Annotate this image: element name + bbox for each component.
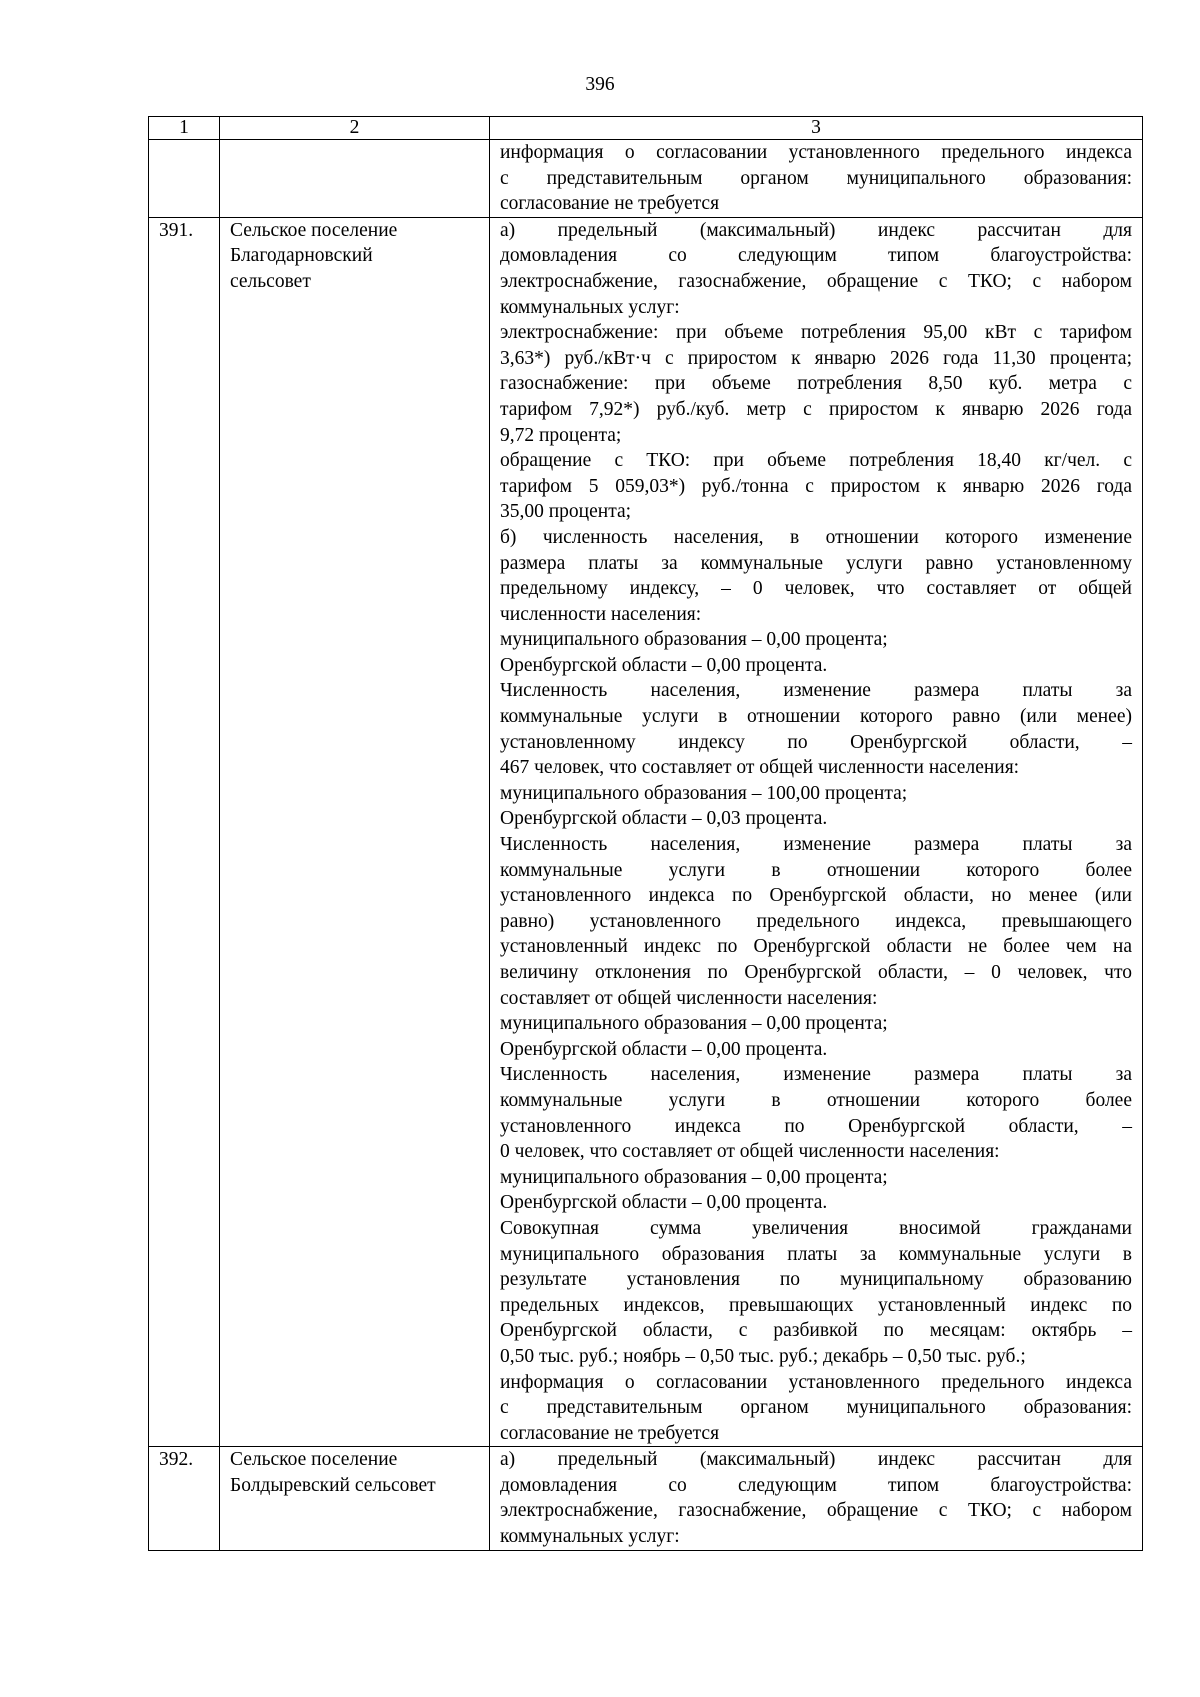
description-line: численности населения: bbox=[500, 603, 702, 625]
description-line: домовладения со следующим типом благоустройства: bbox=[500, 1474, 1132, 1496]
description-line: 35,00 процента; bbox=[500, 501, 632, 523]
description-line: муниципального образования – 0,00 процента; bbox=[500, 629, 888, 651]
description-line: коммунальных услуг: bbox=[500, 296, 680, 318]
row-number: 392. bbox=[149, 1447, 220, 1550]
description-line: информация о согласовании установленного предельного индекса bbox=[500, 142, 1132, 163]
description-line: 0 человек, что составляет от общей численности населения: bbox=[500, 1141, 1000, 1163]
municipality-name-line: Благодарновский bbox=[230, 245, 373, 267]
description-line: согласование не требуется bbox=[500, 1422, 720, 1444]
description-line: обращение с ТКО: при объеме потребления 18,40 кг/чел. с bbox=[500, 450, 1132, 472]
description-line: Численность населения, изменение размера платы за bbox=[500, 680, 1132, 702]
description-line: с представительным органом муниципального образования: bbox=[500, 1397, 1132, 1419]
page-number: 396 bbox=[585, 74, 615, 95]
description-line: коммунальные услуги в отношении которого более bbox=[500, 859, 1132, 881]
description-line: муниципального образования платы за коммунальные услуги в bbox=[500, 1243, 1132, 1265]
description-line: согласование не требуется bbox=[500, 193, 720, 215]
description-line: информация о согласовании установленного предельного индекса bbox=[500, 1371, 1132, 1393]
description-line: а) предельный (максимальный) индекс рассчитан для bbox=[500, 1449, 1132, 1471]
description-line: Оренбургской области, с разбивкой по месяцам: октябрь – bbox=[500, 1320, 1132, 1342]
description-line: предельному индексу, – 0 человек, что составляет от общей bbox=[500, 578, 1132, 600]
description-line: составляет от общей численности населения: bbox=[500, 987, 878, 1009]
table-row bbox=[149, 217, 1143, 1447]
description-line: муниципального образования – 0,00 процента; bbox=[500, 1013, 888, 1035]
description-line: а) предельный (максимальный) индекс рассчитан для bbox=[500, 219, 1132, 241]
description-line: Численность населения, изменение размера платы за bbox=[500, 834, 1132, 856]
indices-table bbox=[148, 116, 1143, 1551]
description-line: установленного индекса по Оренбургской области, но менее (или bbox=[500, 885, 1132, 907]
index-description bbox=[490, 1447, 1143, 1550]
description-line: 0,50 тыс. руб.; ноябрь – 0,50 тыс. руб.; декабрь – 0,50 тыс. руб.; bbox=[500, 1345, 1026, 1367]
municipality-name-line: Болдыревский сельсовет bbox=[230, 1474, 436, 1496]
municipality-name bbox=[220, 140, 490, 218]
municipality-name bbox=[220, 217, 490, 1447]
description-line: газоснабжение: при объеме потребления 8,50 куб. метра с bbox=[500, 373, 1132, 395]
description-line: коммунальные услуги в отношении которого более bbox=[500, 1089, 1132, 1111]
table-header-row bbox=[149, 117, 1143, 140]
description-line: Оренбургской области – 0,00 процента. bbox=[500, 1038, 828, 1060]
description-line: установленного индекса по Оренбургской области, – bbox=[500, 1115, 1132, 1137]
description-line: равно) установленного предельного индекса, превышающего bbox=[500, 910, 1132, 932]
description-line: Численность населения, изменение размера платы за bbox=[500, 1064, 1132, 1086]
description-line: муниципального образования – 0,00 процента; bbox=[500, 1166, 888, 1188]
header-col-1: 1 bbox=[149, 117, 220, 140]
row-number: 391. bbox=[149, 217, 220, 1447]
description-line: установленному индексу по Оренбургской области, – bbox=[500, 731, 1132, 753]
table-row bbox=[149, 140, 1143, 218]
municipality-name-line: Сельское поселение bbox=[230, 219, 398, 241]
municipality-name bbox=[220, 1447, 490, 1550]
description-line: размера платы за коммунальные услуги равно установленному bbox=[500, 552, 1132, 574]
description-line: 3,63*) руб./кВт·ч с приростом к январю 2026 года 11,30 процента; bbox=[500, 347, 1132, 369]
description-line: тарифом 5 059,03*) руб./тонна с приростом к январю 2026 года bbox=[500, 475, 1132, 497]
header-col-2: 2 bbox=[220, 117, 490, 140]
description-line: Совокупная сумма увеличения вносимой гражданами bbox=[500, 1217, 1132, 1239]
description-line: Оренбургской области – 0,00 процента. bbox=[500, 654, 828, 676]
municipality-name-line: Сельское поселение bbox=[230, 1449, 398, 1471]
description-line: 9,72 процента; bbox=[500, 424, 622, 446]
description-line: электроснабжение: при объеме потребления 95,00 кВт с тарифом bbox=[500, 322, 1132, 344]
description-line: величину отклонения по Оренбургской области, – 0 человек, что bbox=[500, 962, 1132, 983]
index-description bbox=[490, 140, 1143, 218]
description-line: коммунальных услуг: bbox=[500, 1526, 680, 1548]
municipality-name-line: сельсовет bbox=[230, 270, 311, 292]
description-line: предельных индексов, превышающих установленный индекс по bbox=[500, 1294, 1132, 1316]
description-line: Оренбургской области – 0,00 процента. bbox=[500, 1192, 828, 1214]
description-line: тарифом 7,92*) руб./куб. метр с приростом к январю 2026 года bbox=[500, 398, 1132, 420]
description-line: 467 человек, что составляет от общей численности населения: bbox=[500, 757, 1020, 779]
description-line: муниципального образования – 100,00 процента; bbox=[500, 782, 908, 804]
description-line: результате установления по муниципальному образованию bbox=[500, 1269, 1132, 1291]
row-number bbox=[149, 140, 220, 218]
table-body bbox=[149, 117, 1143, 1551]
description-line: установленный индекс по Оренбургской области не более чем на bbox=[500, 936, 1132, 958]
description-line: Оренбургской области – 0,03 процента. bbox=[500, 808, 828, 830]
description-line: б) численность населения, в отношении которого изменение bbox=[500, 526, 1132, 548]
description-line: коммунальные услуги в отношении которого равно (или менее) bbox=[500, 706, 1132, 728]
description-line: домовладения со следующим типом благоустройства: bbox=[500, 245, 1132, 267]
table-row bbox=[149, 1447, 1143, 1550]
description-line: электроснабжение, газоснабжение, обращение с ТКО; с набором bbox=[500, 270, 1132, 292]
header-col-3: 3 bbox=[490, 117, 1143, 140]
description-line: с представительным органом муниципального образования: bbox=[500, 167, 1132, 189]
index-description bbox=[490, 217, 1143, 1447]
description-line: электроснабжение, газоснабжение, обращение с ТКО; с набором bbox=[500, 1500, 1132, 1522]
